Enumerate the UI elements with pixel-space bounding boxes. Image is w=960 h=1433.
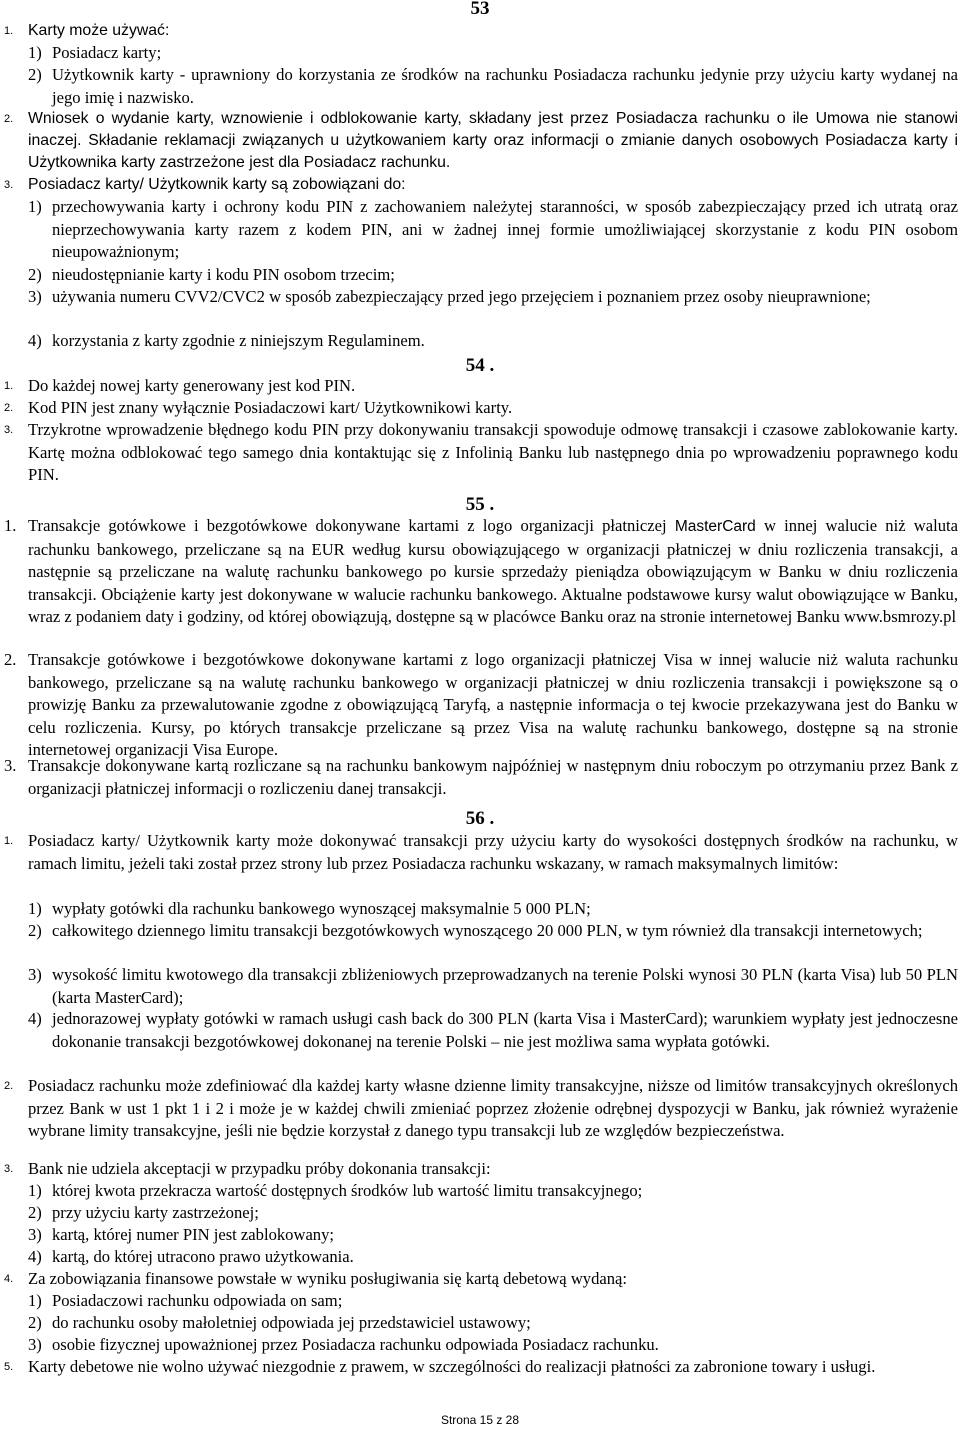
paragraph-text: Transakcje gotówkowe i bezgotówkowe dokonywane kartami z logo organizacji płatniczej: [28, 516, 675, 535]
list-item: [28, 1290, 958, 1313]
paragraph: Posiadacz rachunku może zdefiniować dla każdej karty własne dzienne limity transakcyjne, niższe od limitów transakcyjnych określonych przez Bank w ust 1 pkt 1 i 2 i może je w każdej chwili zmieniać poprzez złożenie odrębnej dyspozycji w Banku, jak również wyrażenie wybrane limity transakcyjne, jeśli nie będzie korzystał z danego typu transakcji lub ze względów bezpieczeństwa.: [28, 1076, 958, 1140]
section-heading-54: 54 .: [465, 355, 495, 376]
paragraph-text: Wniosek o wydanie karty, wznowienie i odblokowanie karty, składany jest przez Posiadacza rachunku o ile Umowa nie stanowi inaczej. Składanie reklamacji związanych u użytkowaniem karty oraz informacji o zmianie danych osobowych Posiadacza karty i Użytkownika karty zastrzeżone jest dla Posiadacz rachunku.: [28, 110, 958, 171]
list-number: 2.: [4, 113, 14, 125]
list-item: [28, 920, 958, 943]
list-number: 1.: [4, 835, 14, 847]
list-item: [28, 898, 958, 921]
paragraph: Do każdej nowej karty generowany jest kod PIN.: [28, 376, 356, 395]
paragraph: Karty debetowe nie wolno używać niezgodnie z prawem, w szczególności do realizacji płatności za zabronione towary i usługi.: [28, 1357, 876, 1376]
list-item: [28, 196, 958, 264]
paragraph: Transakcje gotówkowe i bezgotówkowe dokonywane kartami z logo organizacji płatniczej Visa w innej walucie niż waluta rachunku bankowego, przeliczane są na walutę rachunku bankowego w organizacji płatniczej w dniu rozliczenia transakcji i powiększone są o prowizję Banku za przewalutowanie zgodne z obowiązującą Taryfą, a następnie informacja o tej kwocie przekazywana jest do Banku w celu rozliczenia. Kursy, po których transakcje przeliczane są przez Visa na walutę rachunku bankowego, dostępne są na stronie internetowej organizacji Visa Europe.: [28, 650, 958, 759]
paragraph: [28, 108, 958, 174]
list-number: 1.: [4, 25, 14, 37]
item-label: 2): [28, 1203, 42, 1222]
list-item: [28, 42, 958, 65]
item-text: wysokość limitu kwotowego dla transakcji zbliżeniowych przeprowadzanych na terenie Polski wynosi 30 PLN (karta Visa) lub 50 PLN (karta MasterCard);: [52, 965, 958, 1007]
item-text: kartą, której numer PIN jest zablokowany;: [52, 1225, 335, 1244]
list-item: [28, 64, 958, 109]
list-number: 4.: [4, 1273, 14, 1285]
list-number: 5.: [4, 1361, 14, 1373]
paragraph: Bank nie udziela akceptacji w przypadku próby dokonania transakcji:: [28, 1159, 491, 1178]
list-item: [28, 964, 958, 1009]
paragraph: Karty może używać:: [28, 22, 170, 39]
item-label: 1): [28, 197, 42, 216]
item-text: przechowywania karty i ochrony kodu PIN z zachowaniem należytej staranności, w sposób zabezpieczający przed ich utratą oraz nieprzechowywania karty razem z kodem PIN, ani w żadnej innej formie umożliwiającej skorzystanie z kodu PIN osobom nieupoważnionym;: [52, 197, 958, 261]
item-text: przy użyciu karty zastrzeżonej;: [52, 1203, 259, 1222]
item-label: 4): [28, 331, 42, 350]
item-label: 3): [28, 965, 42, 984]
item-text: używania numeru CVV2/CVC2 w sposób zabezpieczający przed jego przejęciem i poznaniem przez osoby nieuprawnione;: [52, 287, 871, 306]
paragraph: Posiadacz karty/ Użytkownik karty może dokonywać transakcji przy użyciu karty do wysokości dostępnych środków na rachunku, w ramach limitu, jeżeli taki został przez strony lub przez Posiadacza rachunku wskazany, w ramach maksymalnych limitów:: [28, 831, 958, 873]
list-number: 3.: [4, 1163, 14, 1175]
list-number: 3.: [4, 424, 14, 436]
item-text: Użytkownik karty - uprawniony do korzystania ze środków na rachunku Posiadacza rachunku jedynie przy użyciu karty wydanej na jego imię i nazwisko.: [52, 65, 958, 107]
item-text: której kwota przekracza wartość dostępnych środków lub wartość limitu transakcyjnego;: [52, 1181, 643, 1200]
brand-name: MasterCard: [674, 518, 756, 535]
list-number: 1.: [4, 516, 17, 535]
list-number: 3.: [4, 179, 14, 191]
item-text: Posiadaczowi rachunku odpowiada on sam;: [52, 1291, 343, 1310]
paragraph: Trzykrotne wprowadzenie błędnego kodu PIN przy dokonywaniu transakcji spowoduje odmowę transakcji i czasowe zablokowanie karty. Kartę można odblokować tego samego dnia kontaktując się z Infolinią Banku lub następnego dnia po wprowadzeniu poprawnego kodu PIN.: [28, 420, 958, 484]
item-text: korzystania z karty zgodnie z niniejszym Regulaminem.: [52, 331, 425, 350]
item-label: 3): [28, 1335, 42, 1354]
list-item: [28, 1008, 958, 1053]
item-label: 1): [28, 899, 42, 918]
section-heading-56: 56 .: [465, 808, 495, 829]
item-label: 1): [28, 1181, 42, 1200]
paragraph: Za zobowiązania finansowe powstałe w wyniku posługiwania się kartą debetową wydaną:: [28, 1269, 628, 1288]
section-heading-55: 55 .: [465, 494, 495, 515]
item-text: nieudostępnianie karty i kodu PIN osobom trzecim;: [52, 265, 395, 284]
item-text: całkowitego dziennego limitu transakcji bezgotówkowych wynoszącego 20 000 PLN, w tym również dla transakcji internetowych;: [52, 921, 923, 940]
list-number: 2.: [4, 650, 17, 669]
paragraph: Kod PIN jest znany wyłącznie Posiadaczowi kart/ Użytkownikowi karty.: [28, 398, 513, 417]
list-number: 3.: [4, 756, 17, 775]
item-text: wypłaty gotówki dla rachunku bankowego wynoszącej maksymalnie 5 000 PLN;: [52, 899, 591, 918]
list-item: [28, 1224, 958, 1247]
item-label: 4): [28, 1009, 42, 1028]
list-item: [28, 1312, 958, 1335]
list-number: 2.: [4, 402, 14, 414]
list-item: [28, 1334, 958, 1357]
list-item: [28, 1180, 958, 1203]
paragraph: Posiadacz karty/ Użytkownik karty są zobowiązani do:: [28, 176, 406, 193]
item-label: 3): [28, 1225, 42, 1244]
page-footer: Strona 15 z 28: [440, 1413, 520, 1427]
item-text: kartą, do której utracono prawo użytkowania.: [52, 1247, 354, 1266]
item-label: 1): [28, 43, 42, 62]
item-label: 3): [28, 287, 42, 306]
list-item: [28, 1246, 958, 1269]
list-number: 1.: [4, 380, 14, 392]
list-item: [28, 286, 958, 309]
list-item: [28, 1202, 958, 1225]
item-label: 4): [28, 1247, 42, 1266]
list-number: 2.: [4, 1080, 14, 1092]
item-text: Posiadacz karty;: [52, 43, 162, 62]
item-label: 2): [28, 65, 42, 84]
item-label: 2): [28, 1313, 42, 1332]
item-text: osobie fizycznej upoważnionej przez Posiadacza rachunku odpowiada Posiadacz rachunku.: [52, 1335, 659, 1354]
paragraph-text: w innej walucie niż waluta rachunku bankowego, przeliczane są na EUR według kursu obowiązującego w organizacji płatniczej w dniu rozliczenia transakcji, a następnie są przeliczane na walutę rachunku bankowego po kursie sprzedaży pieniądza obowiązującym w Banku w dniu rozliczenia transakcji. Obciążenie karty jest dokonywane w walucie rachunku bankowego. Aktualne podstawowe kursy walut obowiązujące w Banku, wraz z podaniem daty i godziny, od której obowiązują, dostępne są w placówce Banku oraz na stronie internetowej Banku www.bsmrozy.pl: [28, 516, 958, 626]
item-label: 2): [28, 921, 42, 940]
item-label: 2): [28, 265, 42, 284]
item-label: 1): [28, 1291, 42, 1310]
item-text: jednorazowej wypłaty gotówki w ramach usługi cash back do 300 PLN (karta Visa i MasterCard); warunkiem wypłaty jest jednoczesne dokonanie transakcji bezgotówkowej dokonanej na terenie Polski – nie jest możliwa sama wypłata gotówki.: [52, 1009, 958, 1051]
paragraph: Transakcje dokonywane kartą rozliczane są na rachunku bankowym najpóźniej w następnym dniu roboczym po otrzymaniu przez Bank z organizacji płatniczej informacji o rozliczeniu danej transakcji.: [28, 756, 958, 798]
list-item: [28, 330, 958, 353]
list-item: [28, 264, 958, 287]
item-text: do rachunku osoby małoletniej odpowiada jej przedstawiciel ustawowy;: [52, 1313, 531, 1332]
paragraph: [28, 515, 958, 629]
section-heading-53: 53: [470, 0, 490, 19]
